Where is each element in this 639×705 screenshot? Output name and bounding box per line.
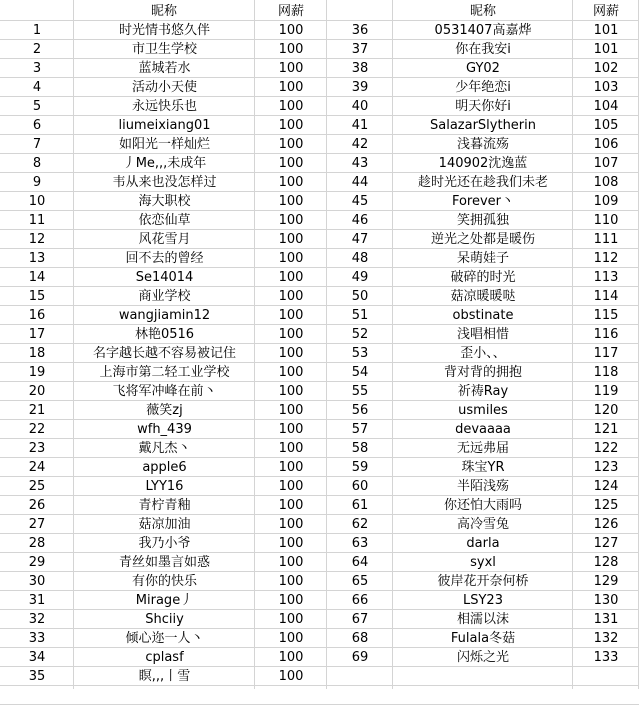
nickname-cell: wangjiamin12 <box>118 308 211 323</box>
nickname-cell: 破碎的时光 <box>450 270 516 285</box>
salary-cell: 100 <box>278 403 304 418</box>
row-number: 39 <box>351 80 369 95</box>
salary-cell: 100 <box>278 137 304 152</box>
row-number: 9 <box>32 175 42 190</box>
row-number: 13 <box>28 251 46 266</box>
row-number: 19 <box>28 365 46 380</box>
nickname-cell: 逆光之处都是暖伤 <box>430 232 535 247</box>
row-number: 48 <box>351 251 369 266</box>
nickname-cell: Shciiy <box>145 612 184 627</box>
row-number: 68 <box>351 631 369 646</box>
row-number: 41 <box>351 118 369 133</box>
row-number: 12 <box>28 232 46 247</box>
row-number: 27 <box>28 517 46 532</box>
salary-cell: 100 <box>278 270 304 285</box>
salary-cell: 100 <box>278 289 304 304</box>
nickname-cell: 闪烁之光 <box>456 650 509 665</box>
nickname-cell: 你还怕大雨吗 <box>443 498 522 513</box>
row-number: 52 <box>351 327 369 342</box>
nickname-cell: 菇凉加油 <box>138 517 191 532</box>
salary-cell: 112 <box>593 251 619 266</box>
salary-cell: 100 <box>278 327 304 342</box>
row-number: 37 <box>351 42 369 57</box>
row-number: 16 <box>28 308 46 323</box>
row-number: 29 <box>28 555 46 570</box>
row-number: 10 <box>28 194 46 209</box>
nickname-cell: 倾心迩一人丶 <box>125 631 204 646</box>
row-number: 44 <box>351 175 369 190</box>
nickname-cell: usmiles <box>458 403 508 418</box>
salary-cell: 123 <box>593 460 619 475</box>
row-number: 5 <box>32 99 42 114</box>
salary-cell: 109 <box>593 194 619 209</box>
nickname-cell: Forever丶 <box>451 194 515 209</box>
nickname-cell: cplasf <box>145 650 184 665</box>
row-number: 32 <box>28 612 46 627</box>
salary-cell: 113 <box>593 270 619 285</box>
header-nickname-left: 昵称 <box>150 4 177 19</box>
row-number: 23 <box>28 441 46 456</box>
salary-cell: 100 <box>278 669 304 684</box>
nickname-cell: syxl <box>470 555 496 570</box>
salary-cell: 100 <box>278 156 304 171</box>
salary-cell: 100 <box>278 213 304 228</box>
row-number: 33 <box>28 631 46 646</box>
salary-cell: 129 <box>593 574 619 589</box>
nickname-cell: Mirage丿 <box>135 593 194 608</box>
row-number: 51 <box>351 308 369 323</box>
row-number: 47 <box>351 232 369 247</box>
salary-cell: 103 <box>593 80 619 95</box>
salary-cell: 120 <box>593 403 619 418</box>
row-number: 20 <box>28 384 46 399</box>
nickname-cell: 无远弗届 <box>456 441 509 456</box>
salary-cell: 100 <box>278 118 304 133</box>
row-number: 63 <box>351 536 369 551</box>
nickname-cell: 丿Me,,,未成年 <box>122 156 207 171</box>
nickname-cell: 半陌浅殇 <box>456 479 509 494</box>
nickname-cell: 商业学校 <box>138 289 191 304</box>
header-salary-left: 网薪 <box>277 4 304 19</box>
salary-cell: 100 <box>278 650 304 665</box>
salary-cell: 126 <box>593 517 619 532</box>
nickname-cell: liumeixiang01 <box>118 118 211 133</box>
salary-cell: 100 <box>278 574 304 589</box>
salary-cell: 100 <box>278 612 304 627</box>
row-number: 6 <box>32 118 42 133</box>
nickname-cell: 回不去的曾经 <box>125 251 204 266</box>
salary-cell: 100 <box>278 441 304 456</box>
salary-cell: 100 <box>278 536 304 551</box>
salary-cell: 100 <box>278 479 304 494</box>
salary-cell: 100 <box>278 631 304 646</box>
salary-cell: 115 <box>593 308 619 323</box>
salary-cell: 101 <box>593 23 619 38</box>
nickname-cell: 浅暮流殇 <box>456 137 509 152</box>
salary-cell: 100 <box>278 23 304 38</box>
nickname-cell: 韦从来也没怎样过 <box>112 175 217 190</box>
row-number: 56 <box>351 403 369 418</box>
salary-cell: 106 <box>593 137 619 152</box>
salary-cell: 100 <box>278 308 304 323</box>
nickname-cell: 薇笑zj <box>146 403 183 418</box>
row-number: 8 <box>32 156 42 171</box>
nickname-cell: 呆萌娃子 <box>456 251 509 266</box>
salary-cell: 100 <box>278 194 304 209</box>
row-number: 22 <box>28 422 46 437</box>
salary-cell: 100 <box>278 422 304 437</box>
salary-cell: 108 <box>593 175 619 190</box>
row-number: 7 <box>32 137 42 152</box>
row-number: 46 <box>351 213 369 228</box>
salary-cell: 124 <box>593 479 619 494</box>
nickname-cell: 祈祷Ray <box>457 384 509 399</box>
salary-cell: 100 <box>278 42 304 57</box>
row-number: 55 <box>351 384 369 399</box>
nickname-cell: 背对背的拥抱 <box>443 365 522 380</box>
nickname-cell: wfh_439 <box>137 422 192 437</box>
salary-cell: 102 <box>593 61 619 76</box>
row-number: 21 <box>28 403 46 418</box>
nickname-cell: 风花雪月 <box>138 232 191 247</box>
row-number: 25 <box>28 479 46 494</box>
row-number: 60 <box>351 479 369 494</box>
nickname-cell: 戴凡杰丶 <box>138 441 191 456</box>
row-number: 4 <box>32 80 42 95</box>
row-number: 53 <box>351 346 369 361</box>
row-number: 61 <box>351 498 369 513</box>
row-number: 45 <box>351 194 369 209</box>
nickname-cell: 名字越长越不容易被记住 <box>92 346 236 361</box>
nickname-cell: 瞑,,,丨雪 <box>138 669 191 684</box>
row-number: 35 <box>28 669 46 684</box>
row-number: 67 <box>351 612 369 627</box>
row-number: 2 <box>32 42 42 57</box>
salary-cell: 100 <box>278 384 304 399</box>
row-number: 34 <box>28 650 46 665</box>
row-number: 11 <box>28 213 46 228</box>
row-number: 38 <box>351 61 369 76</box>
row-number: 15 <box>28 289 46 304</box>
nickname-cell: devaaaa <box>455 422 511 437</box>
row-number: 28 <box>28 536 46 551</box>
row-number: 66 <box>351 593 369 608</box>
row-number: 1 <box>32 23 42 38</box>
salary-cell: 100 <box>278 593 304 608</box>
nickname-cell: 高冷雪兔 <box>456 517 509 532</box>
nickname-cell: 青柠青釉 <box>138 498 191 513</box>
header-salary-right: 网薪 <box>592 4 619 19</box>
row-number: 50 <box>351 289 369 304</box>
nickname-cell: 明天你好i <box>455 99 511 114</box>
nickname-cell: 青丝如墨言如惑 <box>118 555 210 570</box>
row-number: 69 <box>351 650 369 665</box>
row-number: 18 <box>28 346 46 361</box>
nickname-cell: 如阳光一样灿烂 <box>118 137 210 152</box>
nickname-cell: Fulala冬菇 <box>450 631 516 646</box>
row-number: 26 <box>28 498 46 513</box>
salary-cell: 128 <box>593 555 619 570</box>
row-number: 59 <box>351 460 369 475</box>
nickname-cell: obstinate <box>452 308 514 323</box>
nickname-cell: 歪小、、 <box>460 346 506 361</box>
salary-cell: 100 <box>278 517 304 532</box>
header-nickname-right: 昵称 <box>469 4 496 19</box>
salary-cell: 114 <box>593 289 619 304</box>
salary-cell: 104 <box>593 99 619 114</box>
nickname-cell: 相濡以沫 <box>456 612 509 627</box>
row-number: 31 <box>28 593 46 608</box>
row-number: 58 <box>351 441 369 456</box>
row-number: 24 <box>28 460 46 475</box>
nickname-cell: apple6 <box>142 460 187 475</box>
nickname-cell: LSY23 <box>463 593 503 608</box>
salary-cell: 125 <box>593 498 619 513</box>
nickname-cell: 市卫生学校 <box>131 42 197 57</box>
salary-cell: 111 <box>593 232 619 247</box>
nickname-cell: 海大职校 <box>138 194 191 209</box>
nickname-cell: darla <box>466 536 500 551</box>
nickname-cell: 趁时光还在趁我们未老 <box>417 175 548 190</box>
row-number: 54 <box>351 365 369 380</box>
salary-cell: 100 <box>278 80 304 95</box>
salary-cell: 107 <box>593 156 619 171</box>
salary-cell: 131 <box>593 612 619 627</box>
row-number: 43 <box>351 156 369 171</box>
row-number: 17 <box>28 327 46 342</box>
salary-cell: 100 <box>278 175 304 190</box>
row-number: 3 <box>32 61 42 76</box>
salary-cell: 117 <box>593 346 619 361</box>
nickname-cell: GY02 <box>466 61 500 76</box>
nickname-cell: 彼岸花开奈何桥 <box>437 574 529 589</box>
row-number: 65 <box>351 574 369 589</box>
nickname-cell: 依恋仙草 <box>138 213 191 228</box>
row-number: 64 <box>351 555 369 570</box>
salary-cell: 100 <box>278 460 304 475</box>
nickname-cell: 你在我安i <box>455 42 511 57</box>
salary-cell: 116 <box>593 327 619 342</box>
row-number: 62 <box>351 517 369 532</box>
nickname-cell: 飞将军冲峰在前丶 <box>112 384 217 399</box>
salary-cell: 133 <box>593 650 619 665</box>
nickname-cell: 永远快乐也 <box>131 99 197 114</box>
nickname-cell: 菇凉暖暖哒 <box>450 289 516 304</box>
salary-cell: 100 <box>278 232 304 247</box>
salary-cell: 100 <box>278 251 304 266</box>
salary-cell: 100 <box>278 498 304 513</box>
nickname-cell: 浅唱相惜 <box>456 327 509 342</box>
nickname-cell: Se14014 <box>135 270 194 285</box>
salary-cell: 100 <box>278 346 304 361</box>
salary-cell: 118 <box>593 365 619 380</box>
nickname-cell: 林艳0516 <box>134 327 195 342</box>
salary-cell: 121 <box>593 422 619 437</box>
nickname-cell: 笑拥孤独 <box>456 213 509 228</box>
nickname-cell: 活动小天使 <box>131 80 197 95</box>
nickname-cell: 上海市第二轻工业学校 <box>99 365 230 380</box>
nickname-cell: 0531407高嘉烨 <box>434 23 532 38</box>
row-number: 30 <box>28 574 46 589</box>
salary-cell: 100 <box>278 99 304 114</box>
row-number: 49 <box>351 270 369 285</box>
row-number: 40 <box>351 99 369 114</box>
nickname-cell: 蓝城若水 <box>138 61 191 76</box>
salary-cell: 105 <box>593 118 619 133</box>
row-number: 36 <box>351 23 369 38</box>
nickname-cell: 珠宝YR <box>461 460 505 475</box>
nickname-cell: 少年绝恋i <box>455 80 511 95</box>
row-number: 57 <box>351 422 369 437</box>
salary-cell: 100 <box>278 365 304 380</box>
nickname-cell: 140902沈逸蓝 <box>438 156 528 171</box>
salary-cell: 100 <box>278 555 304 570</box>
salary-cell: 100 <box>278 61 304 76</box>
nickname-cell: 时光情书悠久伴 <box>118 23 210 38</box>
salary-cell: 119 <box>593 384 619 399</box>
nickname-cell: SalazarSlytherin <box>429 118 537 133</box>
row-number: 42 <box>351 137 369 152</box>
nickname-cell: 我乃小爷 <box>138 536 191 551</box>
nickname-cell: 有你的快乐 <box>131 574 197 589</box>
salary-cell: 122 <box>593 441 619 456</box>
nickname-cell: LYY16 <box>145 479 184 494</box>
salary-cell: 132 <box>593 631 619 646</box>
salary-cell: 101 <box>593 42 619 57</box>
salary-cell: 110 <box>593 213 619 228</box>
row-number: 14 <box>28 270 46 285</box>
salary-cell: 130 <box>593 593 619 608</box>
salary-cell: 127 <box>593 536 619 551</box>
